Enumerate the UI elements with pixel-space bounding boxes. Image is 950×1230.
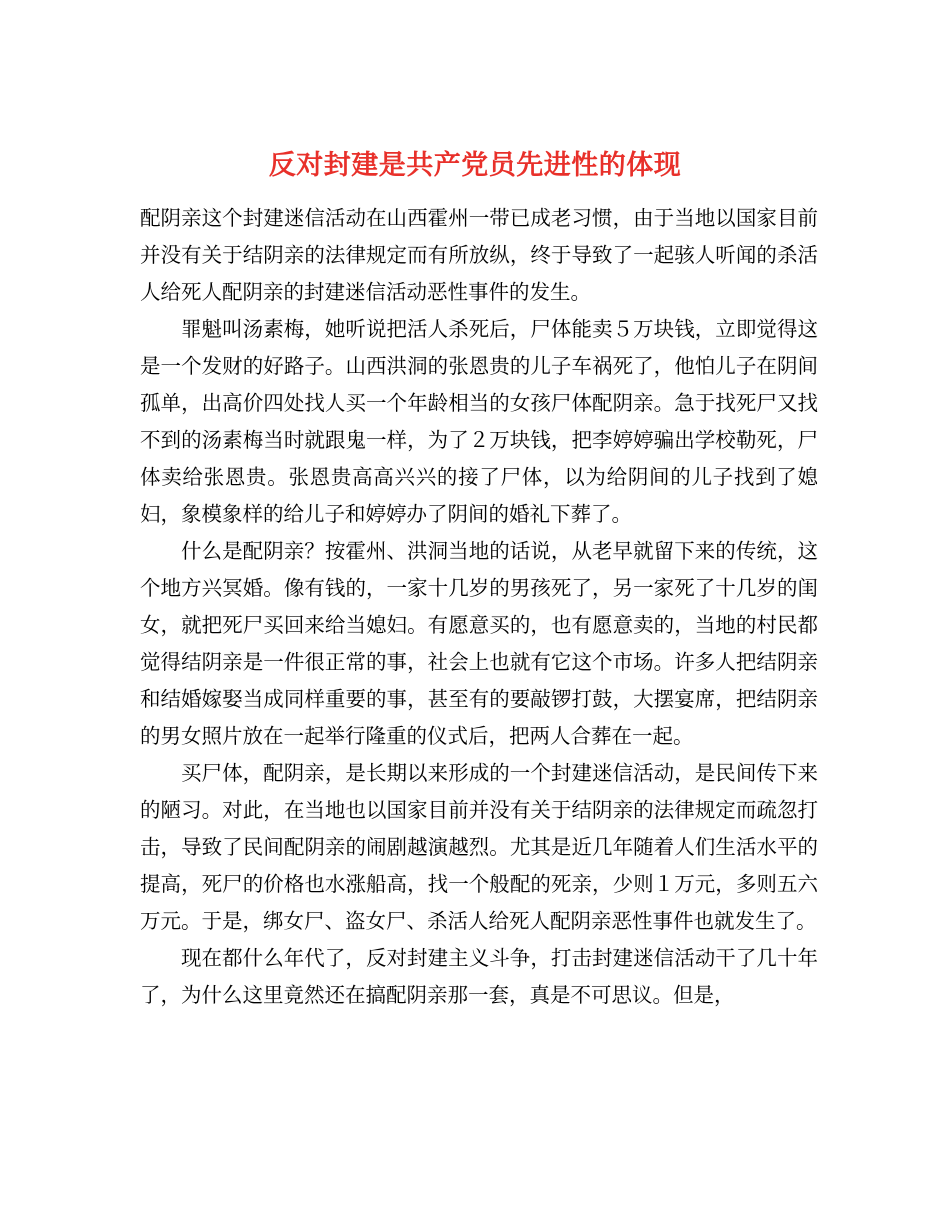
paragraph-5: 现在都什么年代了，反对封建主义斗争，打击封建迷信活动干了几十年了，为什么这里竟然还在搞配阴亲那一套，真是不可思议。但是， [140,946,818,1007]
paragraph-3: 什么是配阴亲？按霍州、洪洞当地的话说，从老早就留下来的传统，这个地方兴冥婚。像有钱的，一家十几岁的男孩死了，另一家死了十几岁的闺女，就把死尸买回来给当媳妇。有愿意买的，也有愿意卖的，当地的村民都觉得结阴亲是一件很正常的事，社会上也就有它这个市场。许多人把结阴亲和结婚嫁娶当成同样重要的事，甚至有的要敲锣打鼓，大摆宴席，把结阴亲的男女照片放在一起举行隆重的仪式后，把两人合葬在一起。 [140,539,818,748]
paragraph-1: 配阴亲这个封建迷信活动在山西霍州一带已成老习惯，由于当地以国家目前并没有关于结阴亲的法律规定而有所放纵，终于导致了一起骇人听闻的杀活人给死人配阴亲的封建迷信活动恶性事件的发生。 [140,206,818,304]
paragraph-4: 买尸体，配阴亲，是长期以来形成的一个封建迷信活动，是民间传下来的陋习。对此，在当地也以国家目前并没有关于结阴亲的法律规定而疏忽打击，导致了民间配阴亲的闹剧越演越烈。尤其是近几年随着人们生活水平的提高，死尸的价格也水涨船高，找一个般配的死亲，少则１万元，多则五六万元。于是，绑女尸、盗女尸、杀活人给死人配阴亲恶性事件也就发生了。 [140,761,818,933]
document-body [140,200,818,1014]
paragraph-2: 罪魁叫汤素梅，她听说把活人杀死后，尸体能卖５万块钱，立即觉得这是一个发财的好路子。山西洪洞的张恩贵的儿子车祸死了，他怕儿子在阴间孤单，出高价四处找人买一个年龄相当的女孩尸体配阴亲。急于找死尸又找不到的汤素梅当时就跟鬼一样，为了２万块钱，把李婷婷骗出学校勒死，尸体卖给张恩贵。张恩贵高高兴兴的接了尸体，以为给阴间的儿子找到了媳妇，象模象样的给儿子和婷婷办了阴间的婚礼下葬了。 [140,317,818,526]
document-title: 反对封建是共产党员先进性的体现 [268,150,682,182]
